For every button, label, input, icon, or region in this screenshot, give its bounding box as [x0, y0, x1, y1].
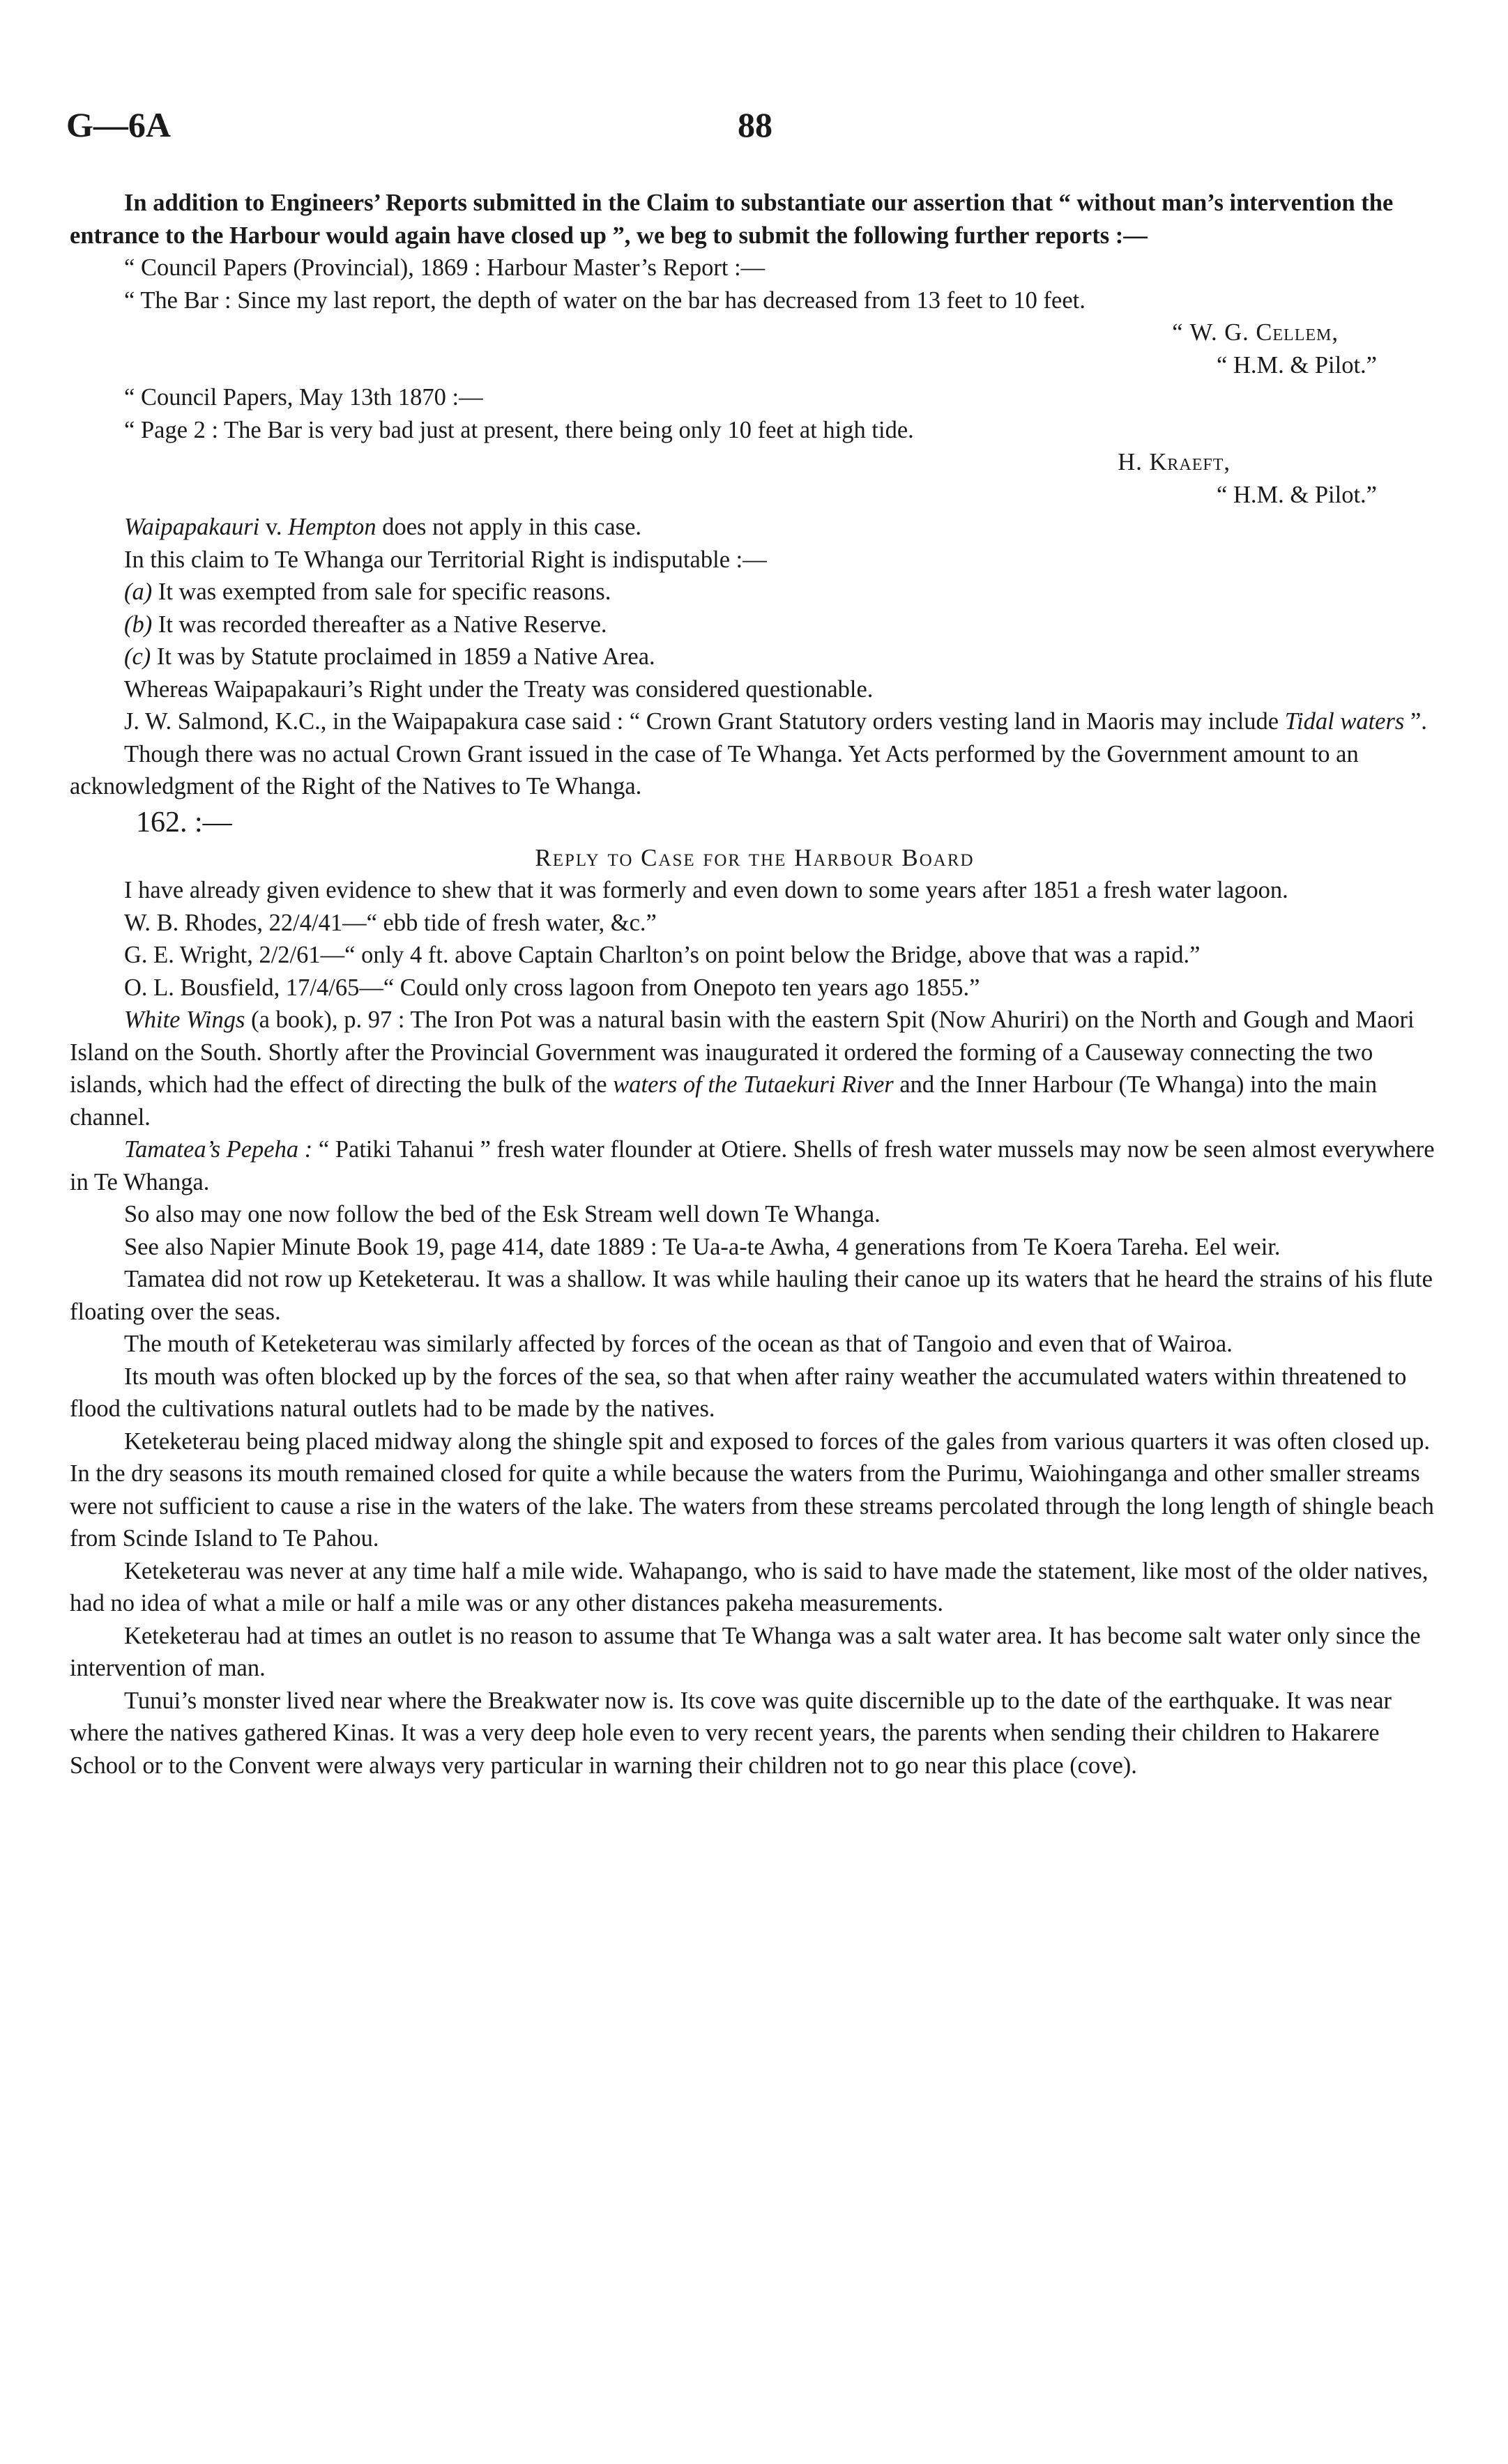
council-papers-1869: “ Council Papers (Provincial), 1869 : Harbour Master’s Report :—	[124, 254, 766, 281]
napier-paragraph: See also Napier Minute Book 19, page 414, date 1889 : Te Ua-a-te Awha, 4 generations from Te Koera Tareha. Eel weir.	[124, 1233, 1281, 1260]
tamatea-row-paragraph: Tamatea did not row up Keteketerau. It was a shallow. It was while hauling their canoe up its waters that he heard the strains of his flute floating over the seas.	[70, 1266, 1433, 1325]
citation-rhodes: W. B. Rhodes, 22/4/41—“ ebb tide of fresh water, &c.”	[124, 909, 657, 936]
citation-wright: G. E. Wright, 2/2/61—“ only 4 ft. above Captain Charlton’s on point below the Bridge, above that was a rapid.”	[124, 942, 1201, 968]
signature-cellem-name: “ W. G. Cellem,	[1172, 319, 1339, 346]
tunui-paragraph: Tunui’s monster lived near where the Breakwater now is. Its cove was quite discernible up to the date of the earthquake. It was near where the natives gathered Kinas. It was a very deep hole even to very recent years, the parents when sending their children to Hakarere School or to the Convent were always very particular in warning their children not to go near this place (cove).	[70, 1687, 1392, 1779]
salmond-paragraph: J. W. Salmond, K.C., in the Waipapakura case said : “ Crown Grant Statutory orders vesting land in Maoris may include Tidal waters ”.	[124, 708, 1427, 735]
bar-report-1869: “ The Bar : Since my last report, the depth of water on the bar has decreased from 13 feet to 10 feet.	[124, 286, 1086, 314]
list-item-c: (c) It was by Statute proclaimed in 1859 a Native Area.	[124, 643, 655, 670]
page2-report: “ Page 2 : The Bar is very bad just at present, there being only 10 feet at high tide.	[124, 416, 914, 443]
midway-paragraph: Keteketerau being placed midway along the shingle spit and exposed to forces of the gales from various quarters it was often closed up. In the dry seasons its mouth remained closed for quite a while because the waters from the Purimu, Waiohinganga and other smaller streams were not sufficient to cause a rise in the waters of the lake. The waters from these streams percolated through the long length of shingle beach from Scinde Island to Te Pahou.	[70, 1428, 1434, 1552]
blocked-paragraph: Its mouth was often blocked up by the forces of the sea, so that when after rainy weather the accumulated waters within threatened to flood the cultivations natural outlets had to be made by the natives.	[70, 1363, 1407, 1422]
council-papers-1870: “ Council Papers, May 13th 1870 :—	[124, 384, 483, 411]
page-body	[70, 187, 1440, 1782]
signature-kraeft-title: “ H.M. & Pilot.”	[1217, 481, 1377, 508]
section-title: Reply to Case for the Harbour Board	[535, 843, 975, 871]
evidence-paragraph: I have already given evidence to shew that it was formerly and even down to some years after 1851 a fresh water lagoon.	[124, 877, 1288, 903]
section-number: 162. :—	[136, 806, 232, 839]
list-item-b: (b) It was recorded thereafter as a Native Reserve.	[124, 611, 607, 638]
page-number: 88	[738, 105, 772, 144]
white-wings-paragraph: White Wings (a book), p. 97 : The Iron Pot was a natural basin with the eastern Spit (Now Ahuriri) on the North and Gough and Maori Island on the South. Shortly after the Provincial Government was inaugurated it ordered the forming of a Causeway connecting the two islands, which had the effect of directing the bulk of the waters of the Tutaekuri River and the Inner Harbour (Te Whanga) into the main channel.	[70, 1007, 1415, 1131]
claim-statement: In this claim to Te Whanga our Territorial Right is indisputable :—	[124, 546, 767, 573]
pepeha-paragraph: Tamatea’s Pepeha : “ Patiki Tahanui ” fresh water flounder at Otiere. Shells of fresh water mussels may now be seen almost everywhere in Te Whanga.	[70, 1136, 1435, 1195]
whereas-paragraph: Whereas Waipapakauri’s Right under the Treaty was considered questionable.	[124, 675, 874, 703]
outlet-paragraph: Keteketerau had at times an outlet is no reason to assume that Te Whanga was a salt water area. It has become salt water only since the intervention of man.	[70, 1622, 1421, 1681]
list-item-a: (a) It was exempted from sale for specific reasons.	[124, 579, 611, 605]
half-mile-paragraph: Keteketerau was never at any time half a mile wide. Wahapango, who is said to have made the statement, like most of the older natives, had no idea of what a mile or half a mile was or any other distances pakeha measurements.	[70, 1557, 1429, 1616]
page-header	[0, 105, 1508, 146]
mouth-paragraph: The mouth of Keteketerau was similarly affected by forces of the ocean as that of Tangoio and even that of Wairoa.	[124, 1331, 1233, 1357]
citation-bousfield: O. L. Bousfield, 17/4/65—“ Could only cross lagoon from Onepoto ten years ago 1855.”	[124, 974, 980, 1001]
intro-paragraph: In addition to Engineers’ Reports submitted in the Claim to substantiate our assertion that “ without man’s intervention the entrance to the Harbour would again have closed up ”, we beg to submit the following further reports :—	[70, 190, 1394, 249]
though-paragraph: Though there was no actual Crown Grant issued in the case of Te Whanga. Yet Acts performed by the Government amount to an acknowledgment of the Right of the Natives to Te Whanga.	[70, 740, 1359, 799]
signature-kraeft-name: H. Kraeft,	[1118, 449, 1231, 475]
document-reference: G—6A	[66, 105, 171, 144]
signature-cellem-title: “ H.M. & Pilot.”	[1217, 351, 1377, 378]
case-reference: Waipapakauri v. Hempton does not apply in this case.	[124, 514, 642, 540]
esk-paragraph: So also may one now follow the bed of the Esk Stream well down Te Whanga.	[124, 1201, 881, 1227]
